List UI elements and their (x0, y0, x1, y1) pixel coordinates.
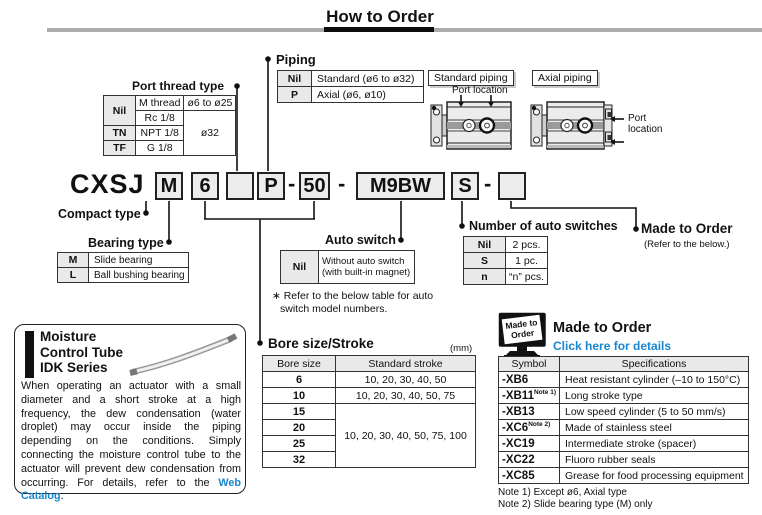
port-location-label: Port location (452, 85, 508, 96)
auto-switch-note: ∗ Refer to the below table for auto switch model numbers. (272, 290, 434, 315)
pn-auto-switch-box: M9BW (356, 172, 445, 200)
mto-symbol: -XB6 (499, 372, 560, 388)
web-catalog-link[interactable]: Web Catalog (21, 476, 241, 503)
pn-made-to-order-box (498, 172, 526, 200)
piping-label: Piping (276, 52, 316, 67)
mto-symbol: -XC19 (499, 436, 560, 452)
made-to-order-callout-sub: (Refer to the below.) (644, 239, 730, 250)
mto-symbol: $-XB11^{Note 1)}$ (499, 388, 560, 404)
bore-stroke-label: Bore size/Stroke (268, 336, 374, 351)
made-to-order-callout-label: Made to Order (641, 221, 733, 236)
piping-table: Nil Standard (ø6 to ø32) P Axial (ø6, ø10) (277, 70, 424, 103)
pn-dash: - (484, 171, 492, 196)
bore-stroke-table: Bore size Standard stroke 6 10, 20, 30, 40, 50 10 10, 20, 30, 40, 50, 75 15 10, 20, 30, 40, 50, 75, 100 20 25 32 (262, 355, 476, 468)
made-to-order-notes: Note 1) Except ø6, Axial type Note 2) Slide bearing type (M) only (498, 487, 653, 510)
title-underline (324, 27, 434, 32)
standard-piping-tag: Standard piping (428, 70, 514, 86)
moisture-control-box (14, 324, 246, 503)
pn-stroke-box: 50 (299, 172, 330, 200)
pn-qty-box: S (451, 172, 479, 200)
pn-port-thread-box (226, 172, 254, 200)
auto-switch-table: Nil Without auto switch (with built-in magnet) (280, 250, 415, 284)
bearing-type-table: M Slide bearing L Ball bushing bearing (57, 252, 189, 283)
switch-count-label: Number of auto switches (469, 219, 618, 233)
pn-piping-box: P (257, 172, 285, 200)
tube-image (129, 333, 239, 377)
heading-bar (25, 331, 34, 378)
switch-count-table: Nil 2 pcs. S 1 pc. n “n” pcs. (463, 236, 548, 285)
svg-text:Order: Order (510, 327, 535, 341)
port-thread-label: Port thread type (132, 79, 225, 93)
standard-piping-diagram (428, 99, 514, 152)
pn-dash: - (338, 171, 346, 196)
made-to-order-table: Symbol Specifications -XB6 Heat resistant cylinder (–10 to 150°C) $-XB11^{Note 1)}$ Long stroke type -XB13 Low speed cylinder (5 to 50 mm/s) $-XC6^{Note 2)}$ Made of stainless steel -XC19 Intermediate stroke (spacer) -XC22 Fluoro rubber seals -XC85 Grease for food processing equipment (498, 356, 749, 484)
port-thread-table: Nil M thread ø6 to ø25 Rc 1/8 ø32 TN NPT 1/8 TF G 1/8 (103, 95, 236, 156)
part-number-prefix: CXSJ (70, 169, 145, 199)
compact-type-label: Compact type (58, 207, 141, 221)
port-location-label-axial: Port location (628, 113, 663, 135)
mto-symbol: -XC22 (499, 452, 560, 468)
made-to-order-heading: Made to Order (553, 320, 652, 336)
pn-bore-box: 6 (191, 172, 219, 200)
axial-piping-diagram (528, 99, 614, 152)
mto-symbol: -XC85 (499, 468, 560, 484)
mto-symbol: -XB13 (499, 404, 560, 420)
moisture-title: Moisture Control Tube IDK Series (40, 329, 123, 375)
page-title: How to Order (326, 7, 434, 26)
moisture-body: When operating an actuator with a small diameter and a short stroke at a high frequency, the dew condensation (water droplet) may occur inside the piping depending on the conditions. Simply connecting the moisture control tube to the actuator will prevent dew condensation from occurring. For details, refer to the Web Catalog. (21, 380, 241, 503)
made-to-order-details-link[interactable]: Click here for details (553, 339, 672, 353)
axial-piping-tag: Axial piping (532, 70, 598, 86)
svg-text:Made to: Made to (504, 317, 538, 331)
auto-switch-label: Auto switch (325, 233, 396, 247)
pn-bearing-box: M (155, 172, 183, 200)
port-thread-code: TN (104, 126, 136, 141)
mto-symbol: $-XC6^{Note 2)}$ (499, 420, 560, 436)
bearing-type-label: Bearing type (88, 236, 164, 250)
bore-stroke-unit: (mm) (450, 343, 473, 354)
port-thread-code: Nil (104, 96, 136, 126)
port-thread-code: TF (104, 141, 136, 156)
pn-dash: - (288, 171, 296, 196)
made-to-order-icon (498, 312, 548, 358)
